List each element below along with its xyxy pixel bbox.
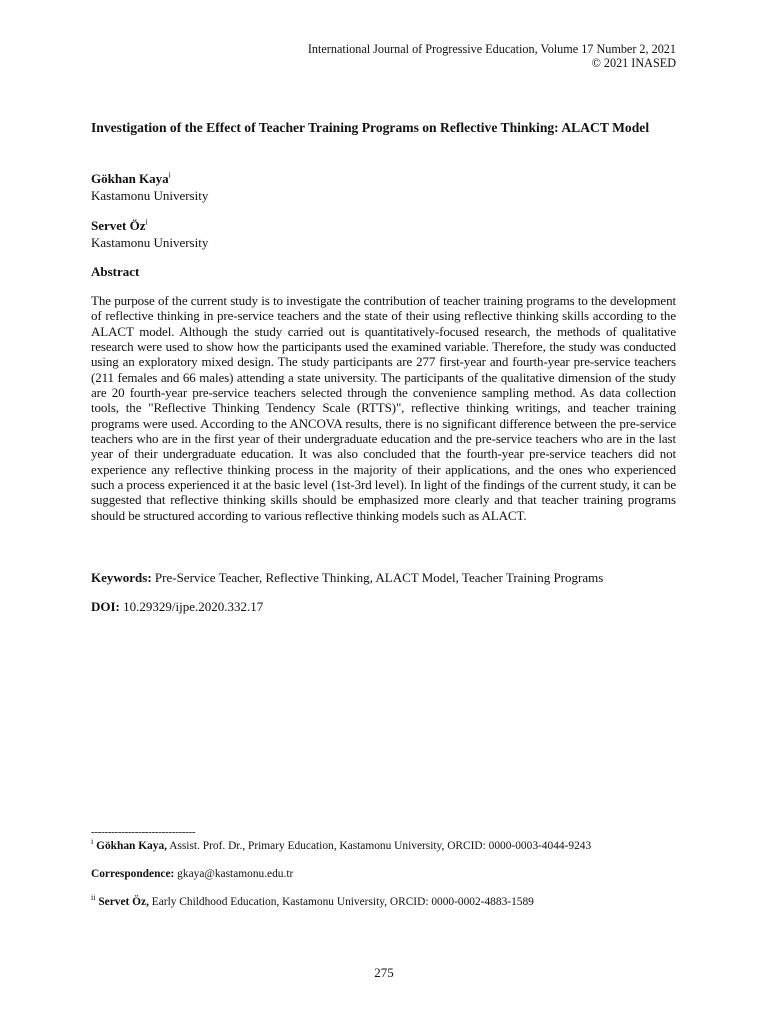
abstract-heading: Abstract	[91, 264, 140, 279]
keywords-label: Keywords:	[91, 570, 152, 585]
author-affiliation: Kastamonu University	[91, 235, 209, 250]
doi-label: DOI:	[91, 599, 120, 614]
keywords-line	[91, 569, 603, 586]
page-number: 275	[374, 965, 394, 980]
author-block-2	[91, 217, 208, 251]
author-marker: i	[145, 217, 148, 227]
author-name: Servet Öz	[91, 218, 146, 233]
doi-line	[91, 598, 263, 615]
copyright-line: © 2021 INASED	[591, 56, 676, 70]
correspondence-label: Correspondence:	[91, 868, 175, 880]
footnote-separator: -------------------------------	[91, 826, 196, 838]
doi-value: 10.29329/ijpe.2020.332.17	[123, 599, 264, 614]
author-marker: i	[168, 170, 171, 180]
footnote-marker: ii	[91, 893, 96, 903]
footnote-author-1	[91, 839, 591, 853]
footnote-marker: i	[91, 837, 94, 847]
author-name: Gökhan Kaya	[91, 171, 169, 186]
footnote-author-details: Assist. Prof. Dr., Primary Education, Kastamonu University, ORCID: 0000-0003-4044-9243	[169, 840, 592, 852]
footnote-author-name: Servet Öz,	[98, 896, 149, 908]
author-block-1	[91, 170, 208, 204]
correspondence-email: gkaya@kastamonu.edu.tr	[177, 868, 294, 880]
author-affiliation: Kastamonu University	[91, 188, 209, 203]
running-head	[308, 42, 676, 70]
keywords-value: Pre-Service Teacher, Reflective Thinking, ALACT Model, Teacher Training Programs	[154, 570, 604, 585]
footnote-author-2	[91, 895, 534, 909]
footnote-author-name: Gökhan Kaya,	[96, 840, 167, 852]
footnote-correspondence	[91, 867, 293, 881]
paper-title: Investigation of the Effect of Teacher Training Programs on Reflective Thinking: ALACT Model	[91, 120, 650, 135]
footnote-author-details: Early Childhood Education, Kastamonu University, ORCID: 0000-0002-4883-1589	[151, 896, 534, 908]
journal-line: International Journal of Progressive Education, Volume 17 Number 2, 2021	[307, 42, 676, 56]
abstract-body: The purpose of the current study is to investigate the contribution of teacher training programs to the development of reflective thinking in pre-service teachers and the state of their using reflective thinking skills according to the ALACT model. Although the study carried out is quantitatively-focused research, the methods of qualitative research were used to show how the participants used the examined variable. Therefore, the study was conducted using an exploratory mixed design. The study participants are 277 first-year and fourth-year pre-service teachers (211 females and 66 males) attending a state university. The participants of the qualitative dimension of the study are 20 fourth-year pre-service teachers selected through the convenience sampling method. As data collection tools, the "Reflective Thinking Tendency Scale (RTTS)", reflective thinking writings, and teacher training programs were used. According to the ANCOVA results, there is no significant difference between the pre-service teachers who are in the first year of their undergraduate education and the pre-service teachers who are in the last year of their undergraduate education. It was also concluded that the fourth-year pre-service teachers did not experience any reflective thinking process in the majority of their applications, and the ones who experienced such a process experienced it at the basic level (1st-3rd level). In light of the findings of the current study, it can be suggested that reflective thinking skills should be emphasized more clearly and that teacher training programs should be structured according to various reflective thinking models such as ALACT.	[91, 293, 676, 523]
